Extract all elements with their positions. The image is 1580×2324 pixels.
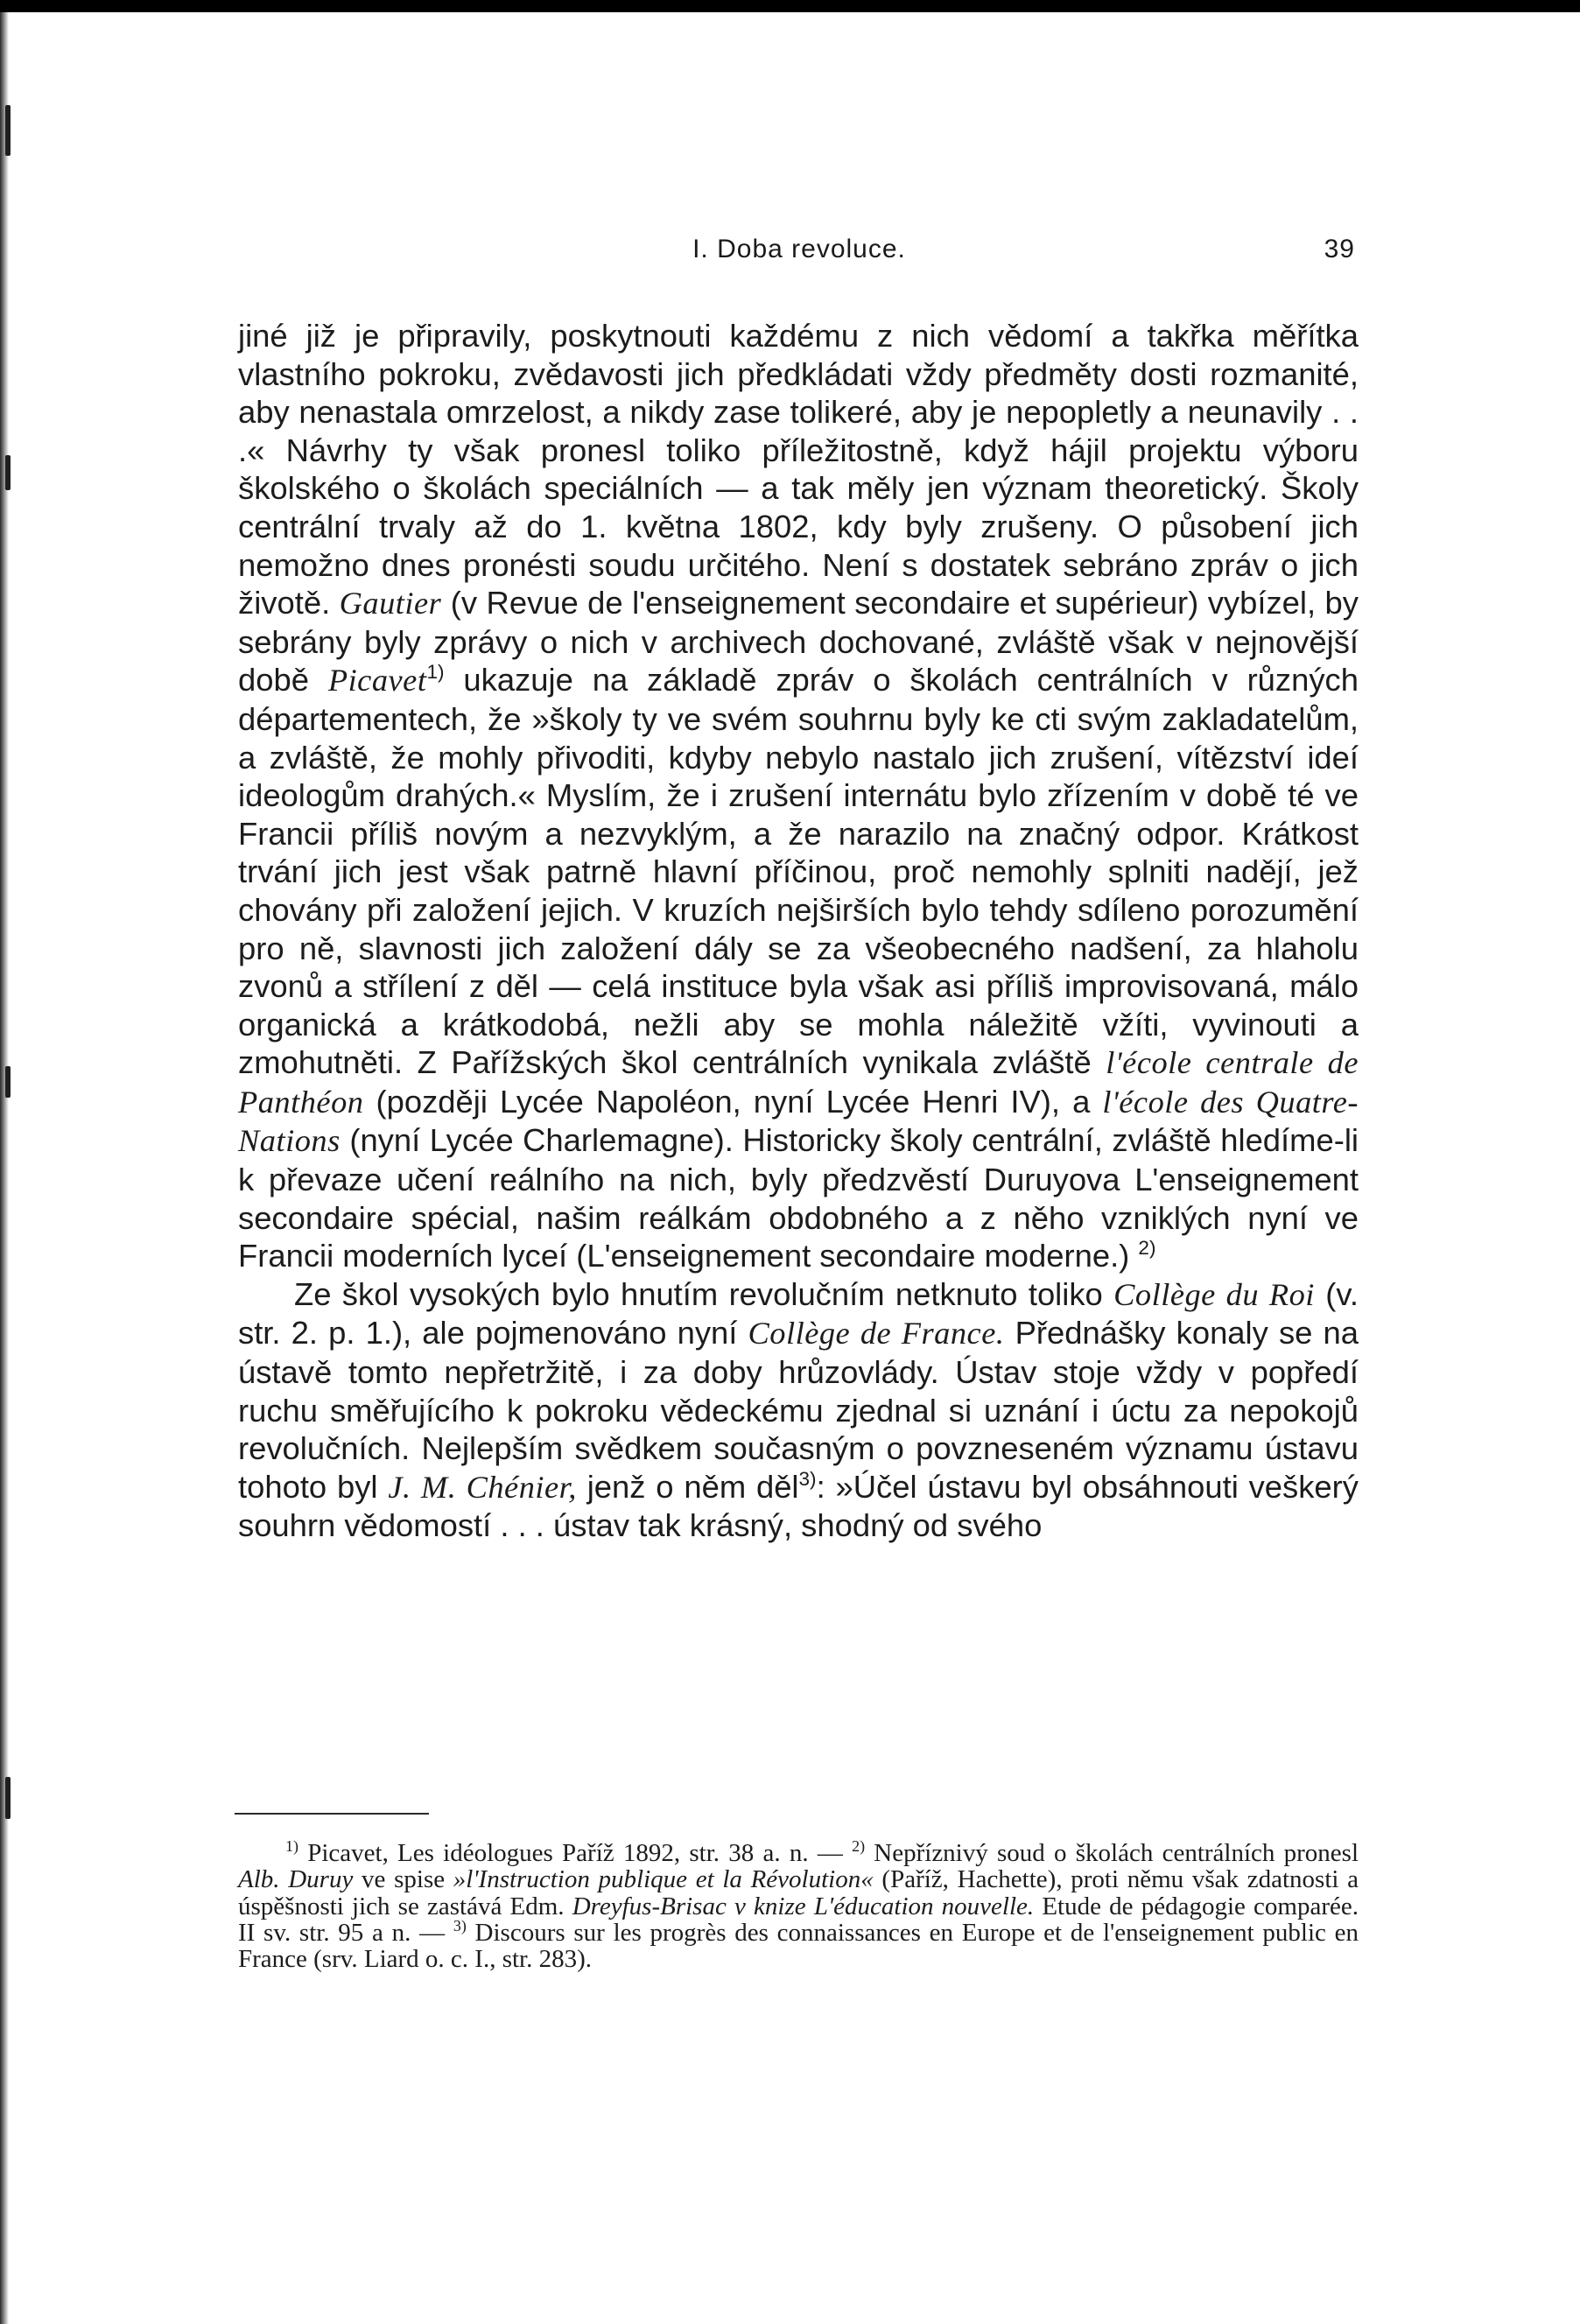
italic-name: Gautier [339, 586, 442, 621]
footnote-text [238, 1836, 1359, 1974]
text-run: (Paříž, Hachette), proti němu však zdatnosti a úspěšnosti jich se zastává Edm. [238, 1865, 1359, 1920]
margin-mark [5, 1777, 11, 1819]
footnote-marker: 2) [852, 1836, 866, 1855]
italic-name: Collège de France. [748, 1316, 1005, 1352]
footnotes [238, 1836, 1359, 1974]
text-run: Etude de pédagogie comparée. II sv. str. 95 a n. — [238, 1892, 1359, 1947]
scan-left-edge [0, 12, 9, 2324]
running-head: I. Doba revoluce. [692, 235, 906, 263]
text-run: Nepříznivý soud o školách centrálních pronesl [865, 1839, 1359, 1867]
italic-name: Collège du Roi [1113, 1276, 1315, 1312]
scan-top-edge [0, 0, 1580, 12]
text-run: jiné již je připravily, poskytnouti každému z nich vědomí a takřka měřítka vlastního pokroku, zvědavosti jich předkládati vždy předměty dosti rozmanité, aby nenastala omrzelost, a nikdy zase tolikeré, aby je nepopletly a neunavily . . .« Návrhy ty však pronesl toliko příležitostně, když hájil projektu výboru školského o školách speciálních — a tak měly jen význam theoretický. Školy centrální trvaly až do 1. května 1802, kdy byly zrušeny. O působení jich nemožno dnes pronésti soudu určitého. Není s dostatek sebráno zpráv o jich životě. [238, 318, 1359, 621]
margin-mark [5, 455, 11, 490]
italic-name: l'école des Quatre-Nations [238, 1084, 1359, 1159]
footnote-marker: 1) [426, 661, 445, 684]
italic-title: Dreyfus-Brisac v knize L'éducation nouvelle. [572, 1892, 1035, 1920]
text-run: Discours sur les progrès des connaissances en Europe et de l'enseignement public en France (srv. Liard o. c. I., str. 283). [238, 1918, 1359, 1974]
footnote-marker: 3) [453, 1916, 467, 1934]
italic-name: Alb. Duruy [238, 1865, 354, 1894]
text-run: ukazuje na základě zpráv o školách centrálních v různých départementech, že »školy ty ve svém souhrnu byly ke cti svým zakladatelům, a zvláště, že mohly přivoditi, kdyby nebylo nastalo jich zrušení, vítězství ideí ideologům drahých.« Myslím, že i zrušení internátu bylo zřízením v době té ve Francii příliš novým a nezvyklým, a že narazilo na značný odpor. Krátkost trvání jich jest však patrně hlavní příčinou, proč nemohly splniti nadějí, jež chovány při založení jejich. V kruzích nejširších bylo tehdy sdíleno porozumění pro ně, slavnosti jich založení dály se za všeobecného nadšení, za hlaholu zvonů a střílení z děl — celá instituce byla však asi příliš improvisovaná, málo organická a krátkodobá, nežli aby se mohla náležitě vžíti, vyvinouti a zmohutněti. Z Pařížských škol centrálních vynikala zvláště [238, 662, 1359, 1081]
text-run: (v. str. 2. p. 1.), ale pojmenováno nyní [238, 1275, 1359, 1352]
italic-name: Picavet [327, 663, 427, 699]
footnote-marker: 2) [1138, 1237, 1156, 1260]
footnote-marker: 1) [285, 1836, 298, 1855]
text-run: Picavet, Les idéologues Paříž 1892, str. 38 a. n. — [298, 1839, 853, 1867]
footnote-divider [235, 1813, 429, 1815]
text-run: jenž o něm děl [576, 1468, 799, 1505]
text-run: ve spise [353, 1865, 453, 1894]
italic-name: l'école centrale de Panthéon [238, 1045, 1359, 1120]
footnote-marker: 3) [798, 1467, 817, 1490]
text-run: (nyní Lycée Charlemagne). Historicky školy centrální, zvláště hledíme-li k převaze učení reálního na nich, byly předzvěstí Duruyova L'enseignement secondaire spécial, našim reálkám obdobného a z něho vzniklých nyní ve Francii moderních lyceí (L'enseignement secondaire moderne.) [238, 1122, 1359, 1274]
italic-name: J. M. Chénier, [388, 1469, 577, 1505]
body-text [238, 317, 1359, 1545]
page-number: 39 [1324, 235, 1355, 263]
margin-mark [5, 1066, 11, 1098]
text-run: (v Revue de l'enseignement secondaire et supérieur) vybízel, by sebrány byly zprávy o nich v archivech dochované, zvláště však v nejnovější době [238, 585, 1359, 699]
text-run: : »Účel ústavu byl obsáhnouti veškerý souhrn vědomostí . . . ústav tak krásný, shodný od svého [238, 1468, 1359, 1544]
paragraph [238, 317, 1359, 1275]
text-run: Ze škol vysokých bylo hnutím revolučním netknuto toliko [294, 1275, 1114, 1312]
text-run: Přednášky konaly se na ústavě tomto nepřetržitě, i za doby hrůzovlády. Ústav stoje vždy v popředí ruchu směřujícího k pokroku vědeckému zjednal si uznání i úctu za nepokojů revolučních. Nejlepším svědkem současným o povzneseném významu ústavu tohoto byl [238, 1315, 1359, 1505]
page-header [235, 235, 1364, 278]
italic-title: »l'Instruction publique et la Révolution« [453, 1865, 874, 1894]
paragraph [238, 1275, 1359, 1545]
margin-mark [5, 105, 11, 156]
text-run: (později Lycée Napoléon, nyní Lycée Henri IV), a [363, 1083, 1103, 1120]
